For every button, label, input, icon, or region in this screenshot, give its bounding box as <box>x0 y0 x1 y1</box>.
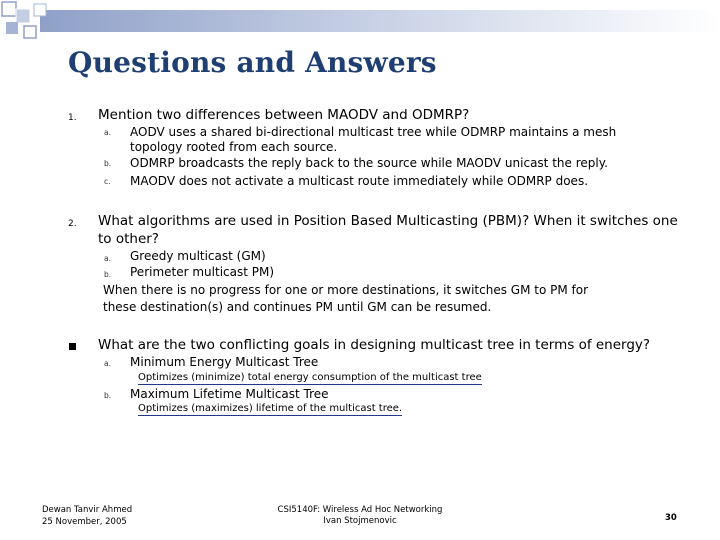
q3-item-b-subtext: Optimizes (maximizes) lifetime of the multicast tree. <box>138 403 403 414</box>
q3-item-a-label: a. <box>104 359 111 368</box>
footer-instructor: Ivan Stojmenovic <box>323 516 397 526</box>
q3-item-b-label: b. <box>104 391 112 400</box>
question-3-text: What are the two conflicting goals in designing multicast tree in terms of energy? <box>98 337 651 353</box>
question-1-number: 1. <box>68 113 77 123</box>
question-3-bullet <box>69 343 76 350</box>
question-2-number: 2. <box>68 219 77 229</box>
footer-date: 25 November, 2005 <box>42 517 127 527</box>
q3-item-a-subtext: Optimizes (minimize) total energy consumption of the multicast tree <box>138 372 482 383</box>
q1-item-c-text: MAODV does not activate a multicast route immediately while ODMRP does. <box>130 174 589 188</box>
footer-author: Dewan Tanvir Ahmed <box>42 505 133 515</box>
q2-item-b-text: Perimeter multicast PM) <box>130 265 275 279</box>
q2-item-b-label: b. <box>104 270 112 279</box>
q1-item-b-text: ODMRP broadcasts the reply back to the source while MAODV unicast the reply. <box>130 156 608 170</box>
q3-item-a-text: Minimum Energy Multicast Tree <box>130 355 319 369</box>
q1-item-b-label: b. <box>104 159 112 168</box>
question-1-text: Mention two differences between MAODV and ODMRP? <box>98 107 470 123</box>
q2-item-a-label: a. <box>104 254 111 263</box>
question-2-text: What algorithms are used in Position Based Multicasting (PBM)? When it switches one to other? <box>98 213 678 247</box>
q1-item-a-text: AODV uses a shared bi-directional multicast tree while ODMRP maintains a mesh topology rooted from each source. <box>130 125 617 154</box>
page-number: 30 <box>665 513 677 523</box>
q1-item-c-label: c. <box>104 177 111 186</box>
slide-title: Questions and Answers <box>68 46 437 79</box>
q3-item-b-text: Maximum Lifetime Multicast Tree <box>130 387 329 401</box>
q2-item-a-text: Greedy multicast (GM) <box>130 249 266 263</box>
footer-course: CSI5140F: Wireless Ad Hoc Networking <box>277 505 443 515</box>
q1-item-a-label: a. <box>104 128 111 137</box>
q2-note: When there is no progress for one or more destinations, it switches GM to PM for these destination(s) and continues PM until GM can be resumed. <box>103 283 589 314</box>
